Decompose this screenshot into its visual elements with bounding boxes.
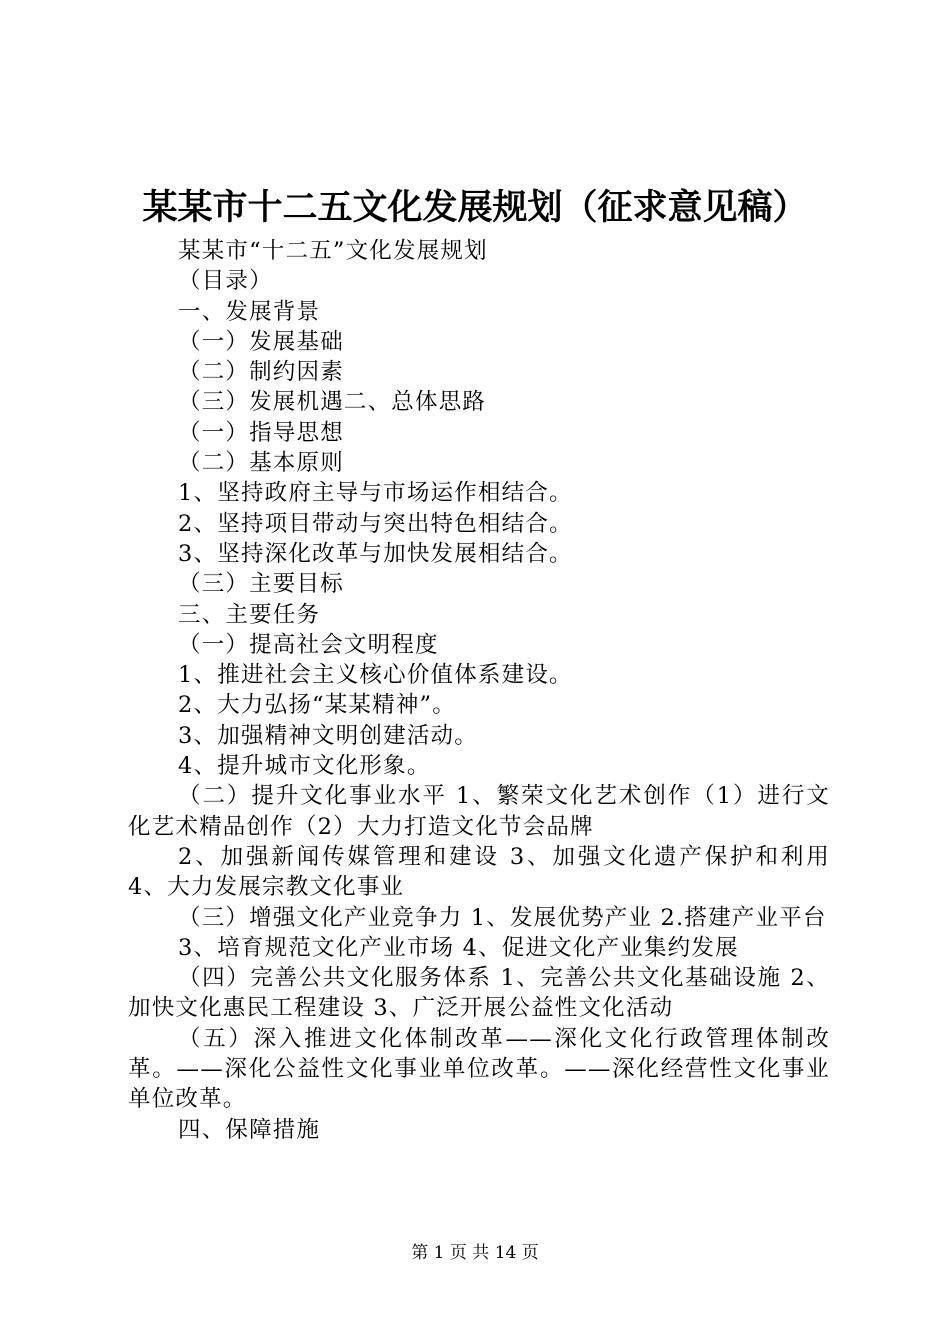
outline-line: （二）制约因素 [178, 359, 344, 386]
outline-line: （一）发展基础 [178, 328, 344, 355]
outline-line: 一、发展背景 [178, 298, 321, 325]
page-number-footer: 第 1 页 共 14 页 [411, 1243, 539, 1263]
outline-line: 3、坚持深化改革与加快发展相结合。 [178, 540, 573, 567]
outline-line: （一）提高社会文明程度 [178, 631, 439, 658]
document-title: 某某市十二五文化发展规划（征求意见稿） [142, 188, 808, 228]
outline-paragraph: 2、加强新闻传媒管理和建设 3、加强文化遗产保护和利用 4、大力发展宗教文化事业 [128, 843, 830, 901]
outline-line: 四、保障措施 [178, 1116, 321, 1143]
toc-label: （目录） [178, 268, 273, 295]
subtitle-line: 某某市“十二五”文化发展规划 [178, 238, 488, 264]
outline-line: （三）主要目标 [178, 571, 344, 598]
outline-paragraph: （五）深入推进文化体制改革——深化文化行政管理体制改革。——深化公益性文化事业单位改革。——深化经营性文化事业单位改革。 [128, 1025, 830, 1113]
outline-paragraph: （三）增强文化产业竞争力 1、发展优势产业 2.搭建产业平台 [178, 904, 827, 931]
outline-line: 4、提升城市文化形象。 [178, 753, 431, 780]
document-body [128, 236, 830, 1145]
outline-line: 3、加强精神文明创建活动。 [178, 722, 478, 749]
outline-line: 三、主要任务 [178, 601, 321, 628]
outline-line: （二）基本原则 [178, 450, 344, 477]
outline-paragraph: （二）提升文化事业水平 1、繁荣文化艺术创作（1）进行文化艺术精品创作（2）大力打造文化节会品牌 [128, 783, 830, 840]
outline-paragraph: 3、培育规范文化产业市场 4、促进文化产业集约发展 [178, 934, 739, 961]
outline-line: 2、坚持项目带动与突出特色相结合。 [178, 510, 573, 537]
outline-line: 1、坚持政府主导与市场运作相结合。 [178, 480, 573, 507]
outline-line: （一）指导思想 [178, 419, 344, 446]
outline-line: （三）发展机遇二、总体思路 [178, 389, 487, 416]
outline-line: 1、推进社会主义核心价值体系建设。 [178, 662, 573, 689]
outline-line: 2、大力弘扬“某某精神”。 [178, 692, 456, 719]
outline-paragraph: （四）完善公共文化服务体系 1、完善公共文化基础设施 2、加快文化惠民工程建设 3、广泛开展公益性文化活动 [128, 965, 830, 1022]
